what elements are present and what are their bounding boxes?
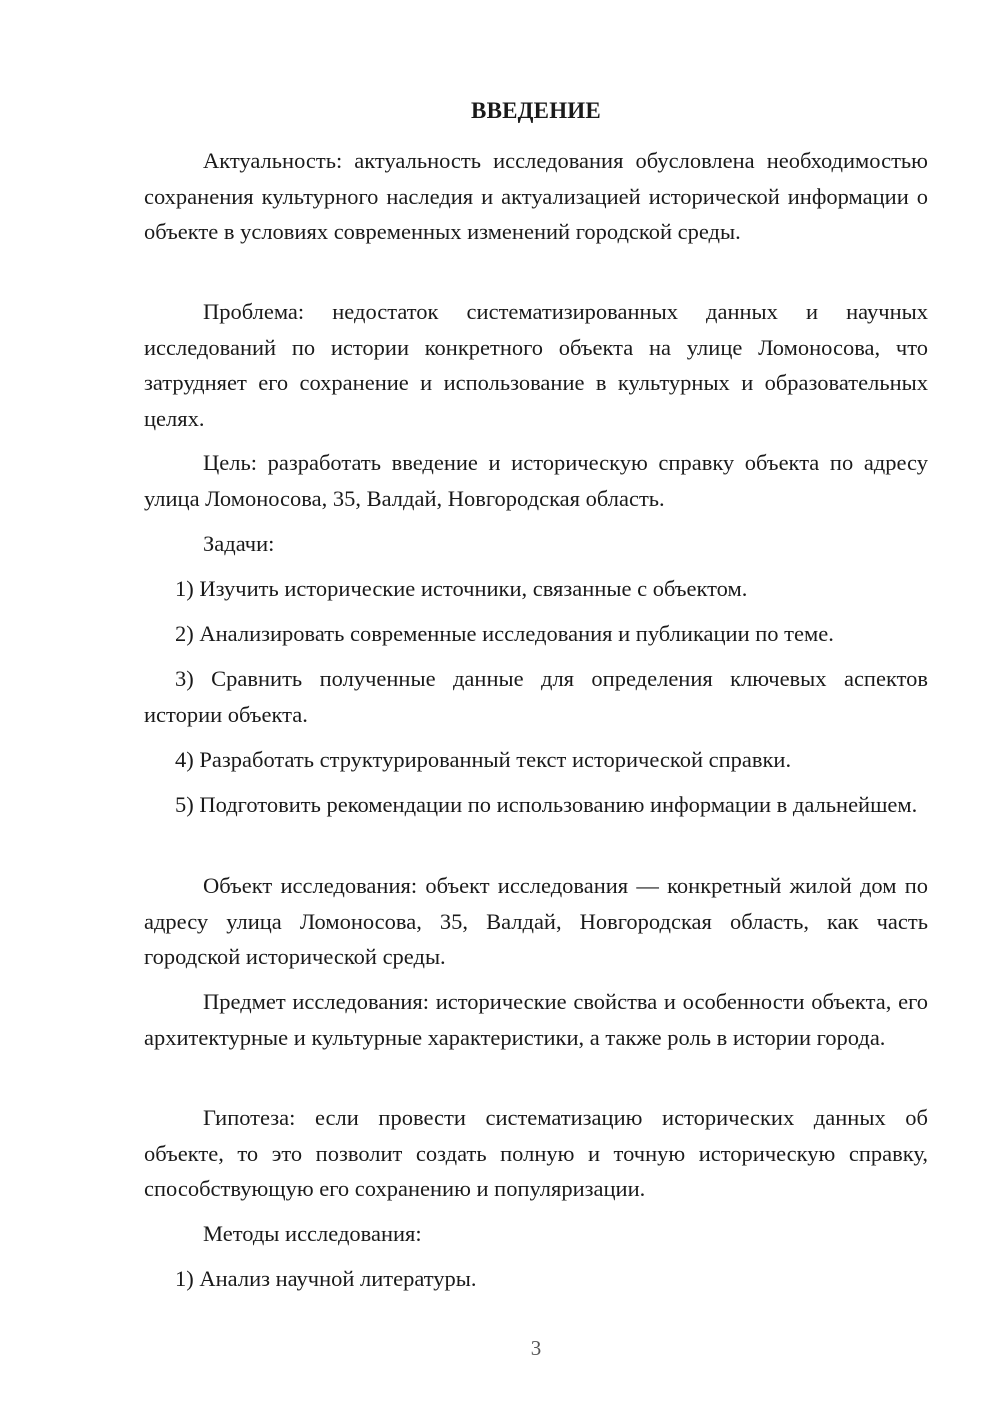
list-item-task-5: 5) Подготовить рекомендации по использованию информации в дальнейшем.: [175, 792, 918, 817]
paragraph-hypothesis: Гипотеза: если провести систематизацию исторических данных об объекте, то это позволит создать полную и точную историческую справку, способствующую его сохранению и популяризации.: [144, 1105, 928, 1201]
list-item-task-1: 1) Изучить исторические источники, связанные с объектом.: [175, 576, 748, 601]
tasks-heading: Задачи:: [203, 531, 275, 556]
list-item-task-3: 3) Сравнить полученные данные для определения ключевых аспектов истории объекта.: [144, 666, 928, 727]
paragraph-goal: Цель: разработать введение и историческую справку объекта по адресу улица Ломоносова, 35, Валдай, Новгородская область.: [144, 450, 928, 511]
list-item-task-4: 4) Разработать структурированный текст исторической справки.: [175, 747, 792, 772]
paragraph-subject: Предмет исследования: исторические свойства и особенности объекта, его архитектурные и культурные характеристики, а также роль в истории города.: [144, 989, 928, 1050]
paragraph-object: Объект исследования: объект исследования — конкретный жилой дом по адресу улица Ломоносова, 35, Валдай, Новгородская область, как часть городской исторической среды.: [144, 873, 928, 969]
paragraph-relevance: Актуальность: актуальность исследования обусловлена необходимостью сохранения культурного наследия и актуализацией исторической информации о объекте в условиях современных изменений городской среды.: [144, 148, 928, 244]
page-number: 3: [530, 1336, 542, 1360]
methods-heading: Методы исследования:: [203, 1221, 422, 1246]
page-title: ВВЕДЕНИЕ: [471, 98, 601, 123]
list-item-task-2: 2) Анализировать современные исследования и публикации по теме.: [175, 621, 834, 646]
paragraph-problem: Проблема: недостаток систематизированных данных и научных исследований по истории конкретного объекта на улице Ломоносова, что затрудняет его сохранение и использование в культурных и образовательных целях.: [144, 299, 928, 431]
list-item-method-1: 1) Анализ научной литературы.: [175, 1266, 477, 1291]
